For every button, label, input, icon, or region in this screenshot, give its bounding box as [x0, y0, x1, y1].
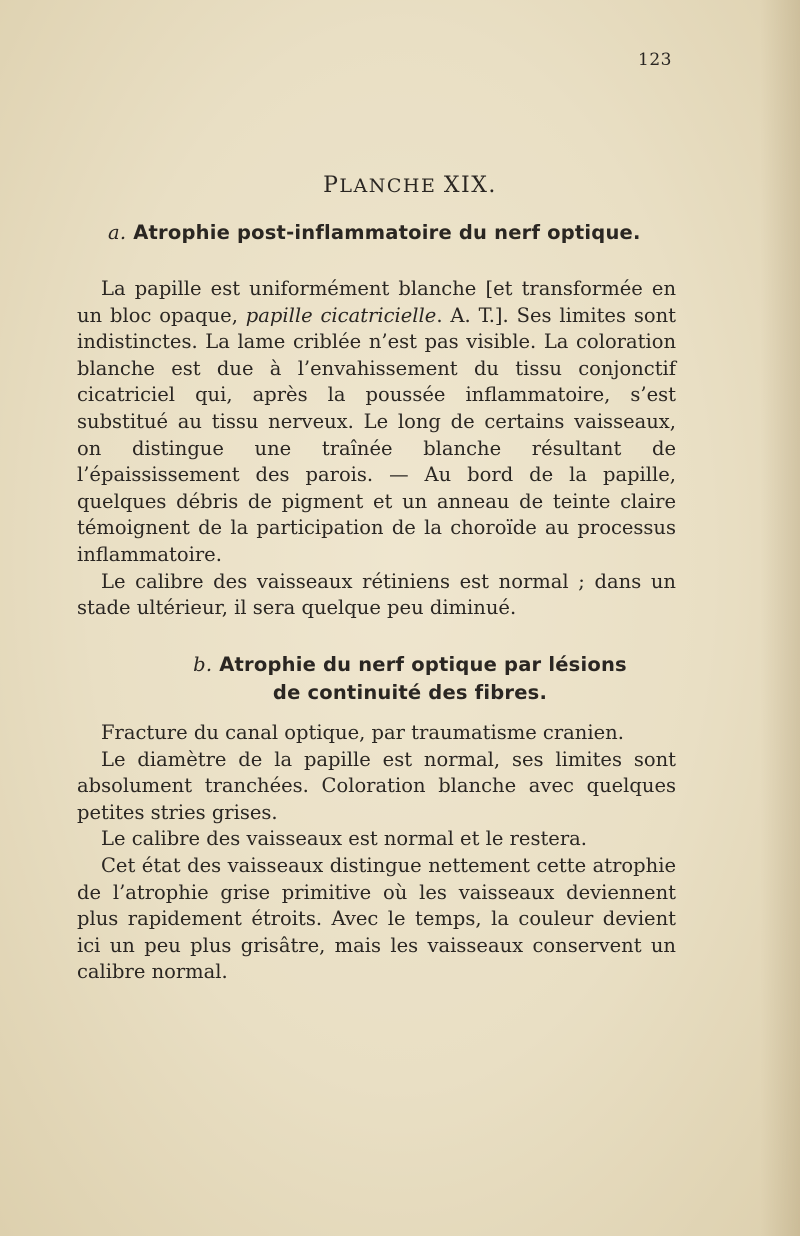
section-b-title-line-2: de continuité des fibres. [272, 681, 548, 704]
plate-prefix-initial: P [323, 173, 340, 198]
section-a-title: Atrophie post-inflammatoire du nerf optique. [133, 221, 641, 244]
section-a-p1-text-2: . A. T.]. Ses limites sont indistinctes. La lame criblée n’est pas visible. La coloration blanche est due à l’envahissement du tissu conjonctif cicatriciel qui, après la poussée inflammatoire, s’est substitué au tissu nerveux. Le long de certains vaisseaux, on distingue une traînée blanche résultant de l’épaississement des parois. — Au bord de la papille, quelques débris de pigment et un anneau de teinte claire témoignent de la participation de la choroïde au processus inflammatoire. [77, 303, 676, 566]
plate-prefix-rest: LANCHE [339, 175, 437, 197]
section-b-letter: b. [193, 653, 213, 676]
section-a-paragraph-1 [77, 276, 676, 569]
section-a-heading [108, 219, 641, 247]
section-b-body [77, 720, 676, 986]
section-b-heading-line-1 [20, 651, 800, 679]
section-a-body [77, 276, 676, 622]
section-a-p1-text-1: La papille est uniformément blanche [et transformée en un bloc opaque, [77, 277, 676, 327]
section-a-letter: a. [108, 221, 127, 244]
section-b-title-line-1: Atrophie du nerf optique par lésions [219, 653, 627, 676]
section-b-paragraph-2: Le diamètre de la papille est normal, ses limites sont absolument tranchées. Coloration blanche avec quelques petites stries grises. [77, 747, 676, 824]
section-b-paragraph-4: Cet état des vaisseaux distingue nettement cette atrophie de l’atrophie grise primitive où les vaisseaux deviennent plus rapidement étroits. Avec le temps, la couleur devient ici un peu plus grisâtre, mais les vaisseaux conservent un calibre normal. [77, 853, 676, 984]
section-a-p1-italic: papille cicatricielle [245, 303, 437, 327]
plate-numeral: XIX. [443, 173, 497, 198]
section-b-heading [0, 651, 800, 707]
section-a-paragraph-2: Le calibre des vaisseaux rétiniens est normal ; dans un stade ultérieur, il sera quelque peu diminué. [77, 569, 676, 620]
plate-title [0, 173, 800, 198]
page-number: 123 [638, 50, 672, 70]
section-b-paragraph-1: Fracture du canal optique, par traumatisme cranien. [101, 721, 624, 744]
section-b-paragraph-3: Le calibre des vaisseaux est normal et le restera. [101, 827, 587, 851]
